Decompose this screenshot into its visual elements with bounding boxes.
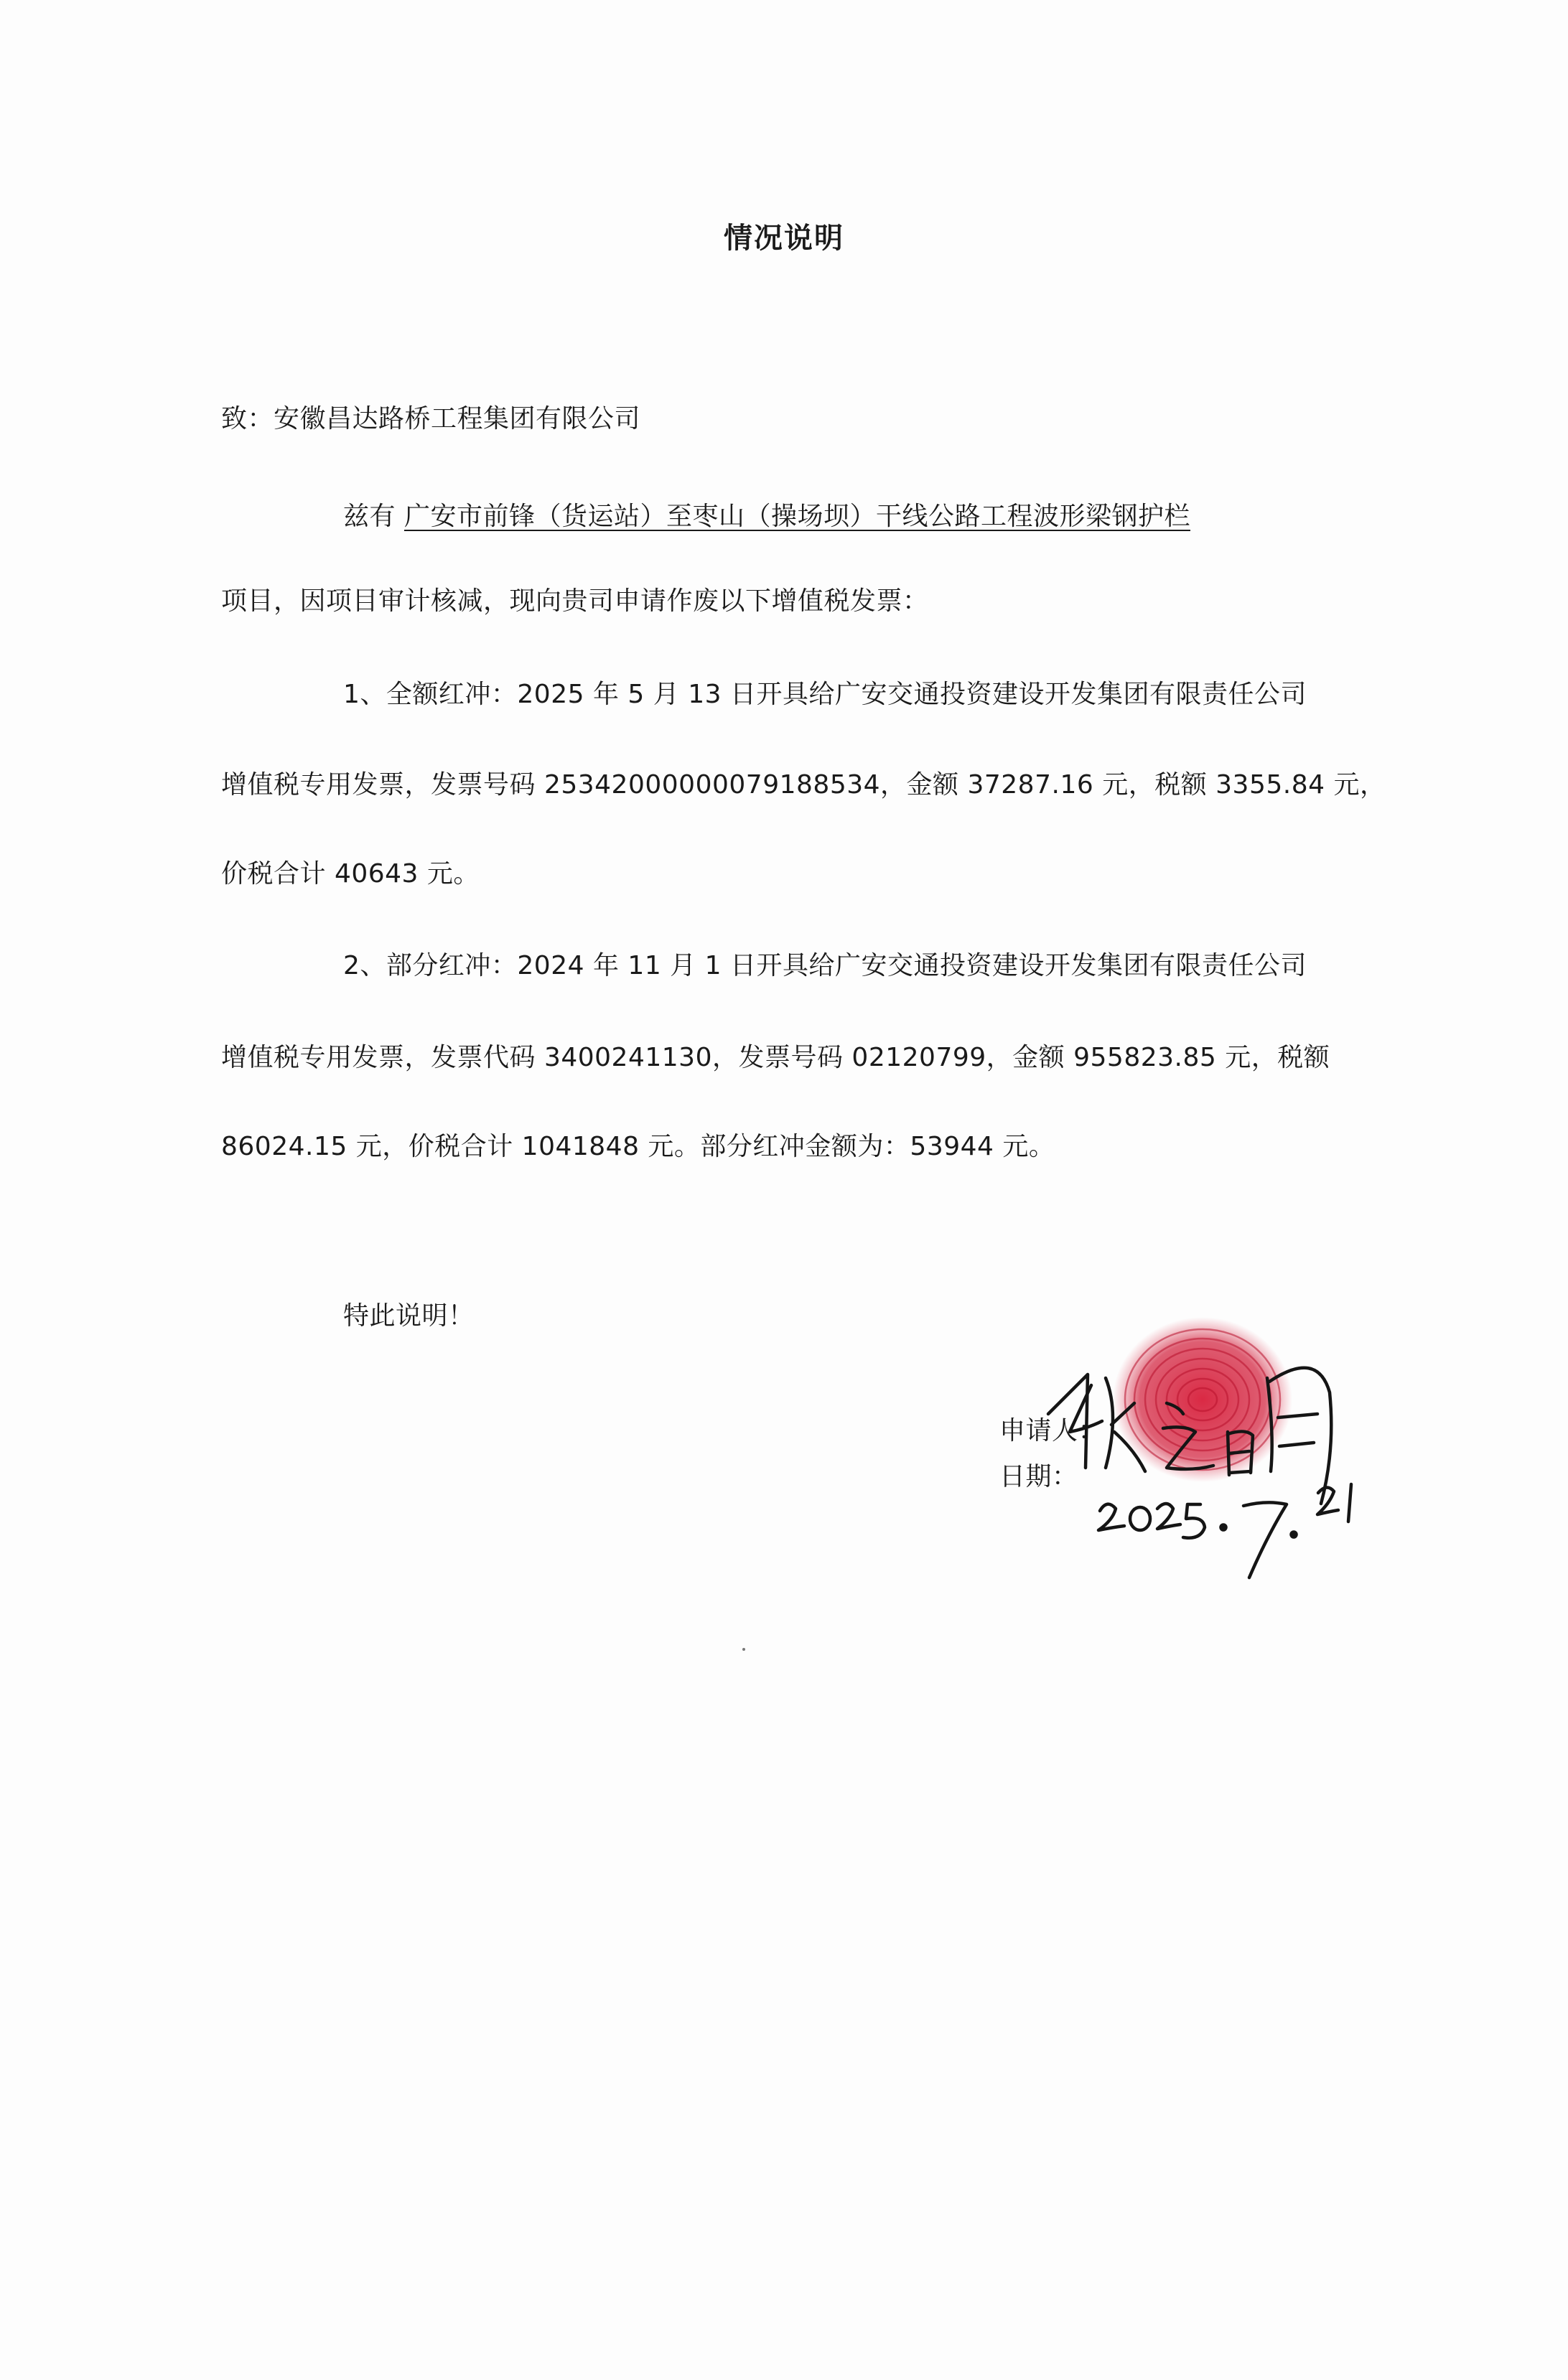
project-name: 广安市前锋（货运站）至枣山（操场坝）干线公路工程波形梁钢护栏 [403, 502, 1190, 531]
item1-line2: 增值税专用发票，发票号码 25342000000079188534，金额 37287.16 元，税额 3355.84 元， [221, 770, 1386, 800]
intro-line-2: 项目，因项目审计核减，现向贵司申请作废以下增值税发票： [221, 586, 929, 616]
intro-prefix: 兹有 [343, 502, 396, 531]
item1-line1: 1、全额红冲：2025 年 5 月 13 日开具给广安交通投资建设开发集团有限责任公司 [343, 680, 1307, 709]
item2-line3: 86024.15 元，价税合计 1041848 元。部分红冲金额为：53944 元。 [221, 1132, 1055, 1161]
item2-line2: 增值税专用发票，发票代码 3400241130，发票号码 02120799，金额 955823.85 元，税额 [221, 1043, 1330, 1072]
date-label: 日期： [999, 1462, 1078, 1491]
intro-line-1 [343, 501, 1190, 533]
item1-line3: 价税合计 40643 元。 [221, 859, 480, 889]
applicant-label: 申请人： [999, 1416, 1105, 1446]
fingerprint-icon [1113, 1317, 1292, 1482]
handwritten-date [1098, 1484, 1351, 1578]
closing-line: 特此说明！ [343, 1301, 475, 1331]
signature-fingerprint-artwork [1019, 1306, 1393, 1593]
item2-line1: 2、部分红冲：2024 年 11 月 1 日开具给广安交通投资建设开发集团有限责任公司 [343, 951, 1307, 980]
document-title: 情况说明 [724, 222, 844, 255]
speck [742, 1648, 745, 1651]
addressee-line: 致：安徽昌达路桥工程集团有限公司 [221, 404, 641, 434]
